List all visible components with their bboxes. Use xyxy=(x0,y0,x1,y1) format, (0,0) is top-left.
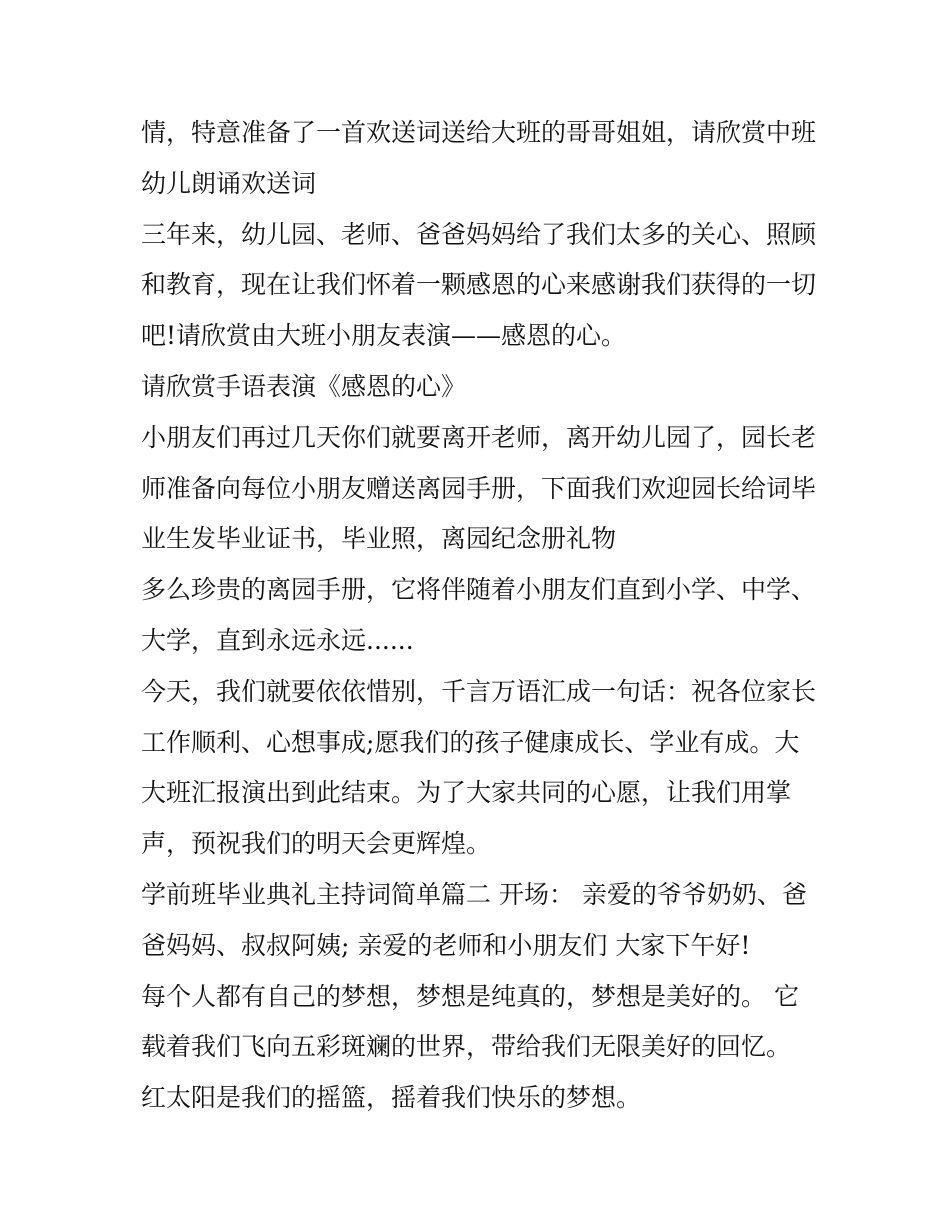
text-line: 每个人都有自己的梦想，梦想是纯真的，梦想是美好的。 它 xyxy=(141,981,799,1011)
text-line: 红太阳是我们的摇篮，摇着我们快乐的梦想。 xyxy=(141,1083,642,1113)
text-line: 多么珍贵的离园手册，它将伴随着小朋友们直到小学、中学、 xyxy=(141,575,817,605)
text-line: 幼儿朗诵欢送词 xyxy=(141,168,317,198)
text-line: 载着我们飞向五彩斑斓的世界，带给我们无限美好的回忆。 xyxy=(141,1032,792,1062)
text-line: 今天，我们就要依依惜别，千言万语汇成一句话：祝各位家长 xyxy=(141,676,817,706)
text-line: 工作顺利、心想事成;愿我们的孩子健康成长、学业有成。大 xyxy=(141,727,800,757)
text-line: 大班汇报演出到此结束。为了大家共同的心愿，让我们用掌 xyxy=(141,778,792,808)
text-line: 师准备向每位小朋友赠送离园手册，下面我们欢迎园长给词毕 xyxy=(141,473,817,503)
text-line: 吧!请欣赏由大班小朋友表演——感恩的心。 xyxy=(141,321,627,351)
text-line: 情，特意准备了一首欢送词送给大班的哥哥姐姐，请欣赏中班 xyxy=(141,118,817,147)
document-body xyxy=(141,108,821,1124)
text-line: 业生发毕业证书，毕业照，离园纪念册礼物 xyxy=(141,524,617,554)
text-line: 和教育，现在让我们怀着一颗感恩的心来感谢我们获得的一切 xyxy=(141,270,817,300)
text-line: 爸妈妈、叔叔阿姨; 亲爱的老师和小朋友们 大家下午好! xyxy=(141,930,751,960)
text-line: 学前班毕业典礼主持词简单篇二 开场： 亲爱的爷爷奶奶、爸 xyxy=(141,879,807,909)
text-line: 小朋友们再过几天你们就要离开老师，离开幼儿园了，园长老 xyxy=(141,422,817,452)
text-line: 三年来，幼儿园、老师、爸爸妈妈给了我们太多的关心、照顾 xyxy=(141,219,817,249)
text-line: 声，预祝我们的明天会更辉煌。 xyxy=(141,829,492,859)
text-line: 请欣赏手语表演《感恩的心》 xyxy=(141,371,467,401)
text-line: 大学，直到永远永远...... xyxy=(141,625,414,655)
